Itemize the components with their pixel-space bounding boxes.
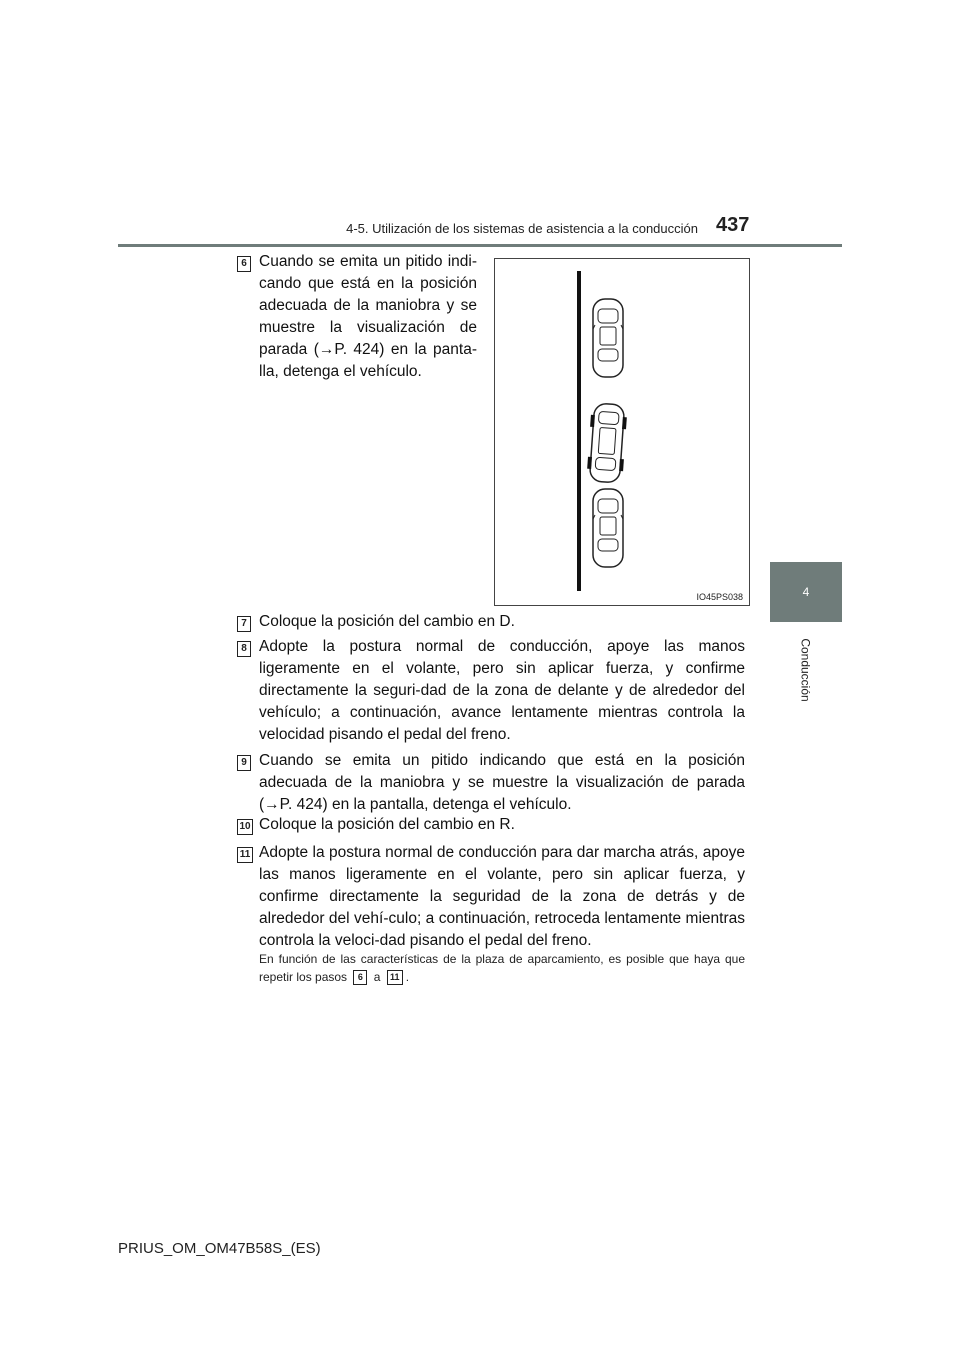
chapter-number: 4 <box>802 585 810 599</box>
note-connector: a <box>373 970 381 984</box>
maneuvering-car-icon <box>586 403 627 483</box>
header-divider <box>118 244 842 247</box>
step-text-7: Coloque la posición del cambio en D. <box>259 613 515 630</box>
parked-car-front-icon <box>593 299 623 377</box>
note-from-step: 6 <box>353 970 367 985</box>
chapter-label-container <box>770 630 842 710</box>
step-text-8: Adopte la postura normal de conducción, apoye las manos ligeramente en el volante, pero sin aplicar fuerza, y confirme directamente la seguri-dad de la zona de delante y de alrededor del vehículo; a continuación, avance lentamente mientras controla la velocidad pisando el pedal del freno. <box>259 638 745 743</box>
step-number-8: 8 <box>237 641 251 657</box>
note-to-step: 11 <box>387 970 403 985</box>
step-text-10: Coloque la posición del cambio en R. <box>259 816 515 833</box>
chapter-label: Conducción <box>799 638 813 702</box>
parking-diagram <box>494 258 750 606</box>
step-text-9: Cuando se emita un pitido indicando que está en la posición adecuada de la maniobra y se muestre la visualización de parada (→P. 424) en la pantalla, detenga el vehículo. <box>259 752 745 813</box>
chapter-tab <box>770 562 842 622</box>
figure-code: IO45PS038 <box>696 592 743 602</box>
note-text: En función de las características de la plaza de aparcamiento, es posible que haya que repetir los pasos <box>259 952 745 984</box>
page-number: 437 <box>716 214 750 236</box>
step-number-6: 6 <box>237 256 251 272</box>
note-end: . <box>405 970 410 984</box>
document-code: PRIUS_OM_OM47B58S_(ES) <box>118 1240 321 1257</box>
parking-diagram-svg <box>495 259 749 605</box>
step-number-10: 10 <box>237 819 253 835</box>
step-number-11: 11 <box>237 847 253 863</box>
step-number-7: 7 <box>237 616 251 632</box>
step-text-11: Adopte la postura normal de conducción para dar marcha atrás, apoye las manos ligeramente en el volante, pero sin aplicar fuerza, y confirme directamente la seguridad de la zona de detrás y de alrededor del vehí-culo; a continuación, retroceda lentamente mientras controla la veloci-dad pisando el pedal del freno. <box>259 844 745 949</box>
step-text-6: Cuando se emita un pitido indi-cando que está en la posición adecuada de la maniobra y se muestre la visualización de parada (→P. 424) en la panta-lla, detenga el vehículo. <box>259 253 477 380</box>
repeat-steps-note <box>259 950 745 986</box>
parked-car-rear-icon <box>593 489 623 567</box>
section-title: 4-5. Utilización de los sistemas de asistencia a la conducción <box>346 221 698 236</box>
step-number-9: 9 <box>237 755 251 771</box>
